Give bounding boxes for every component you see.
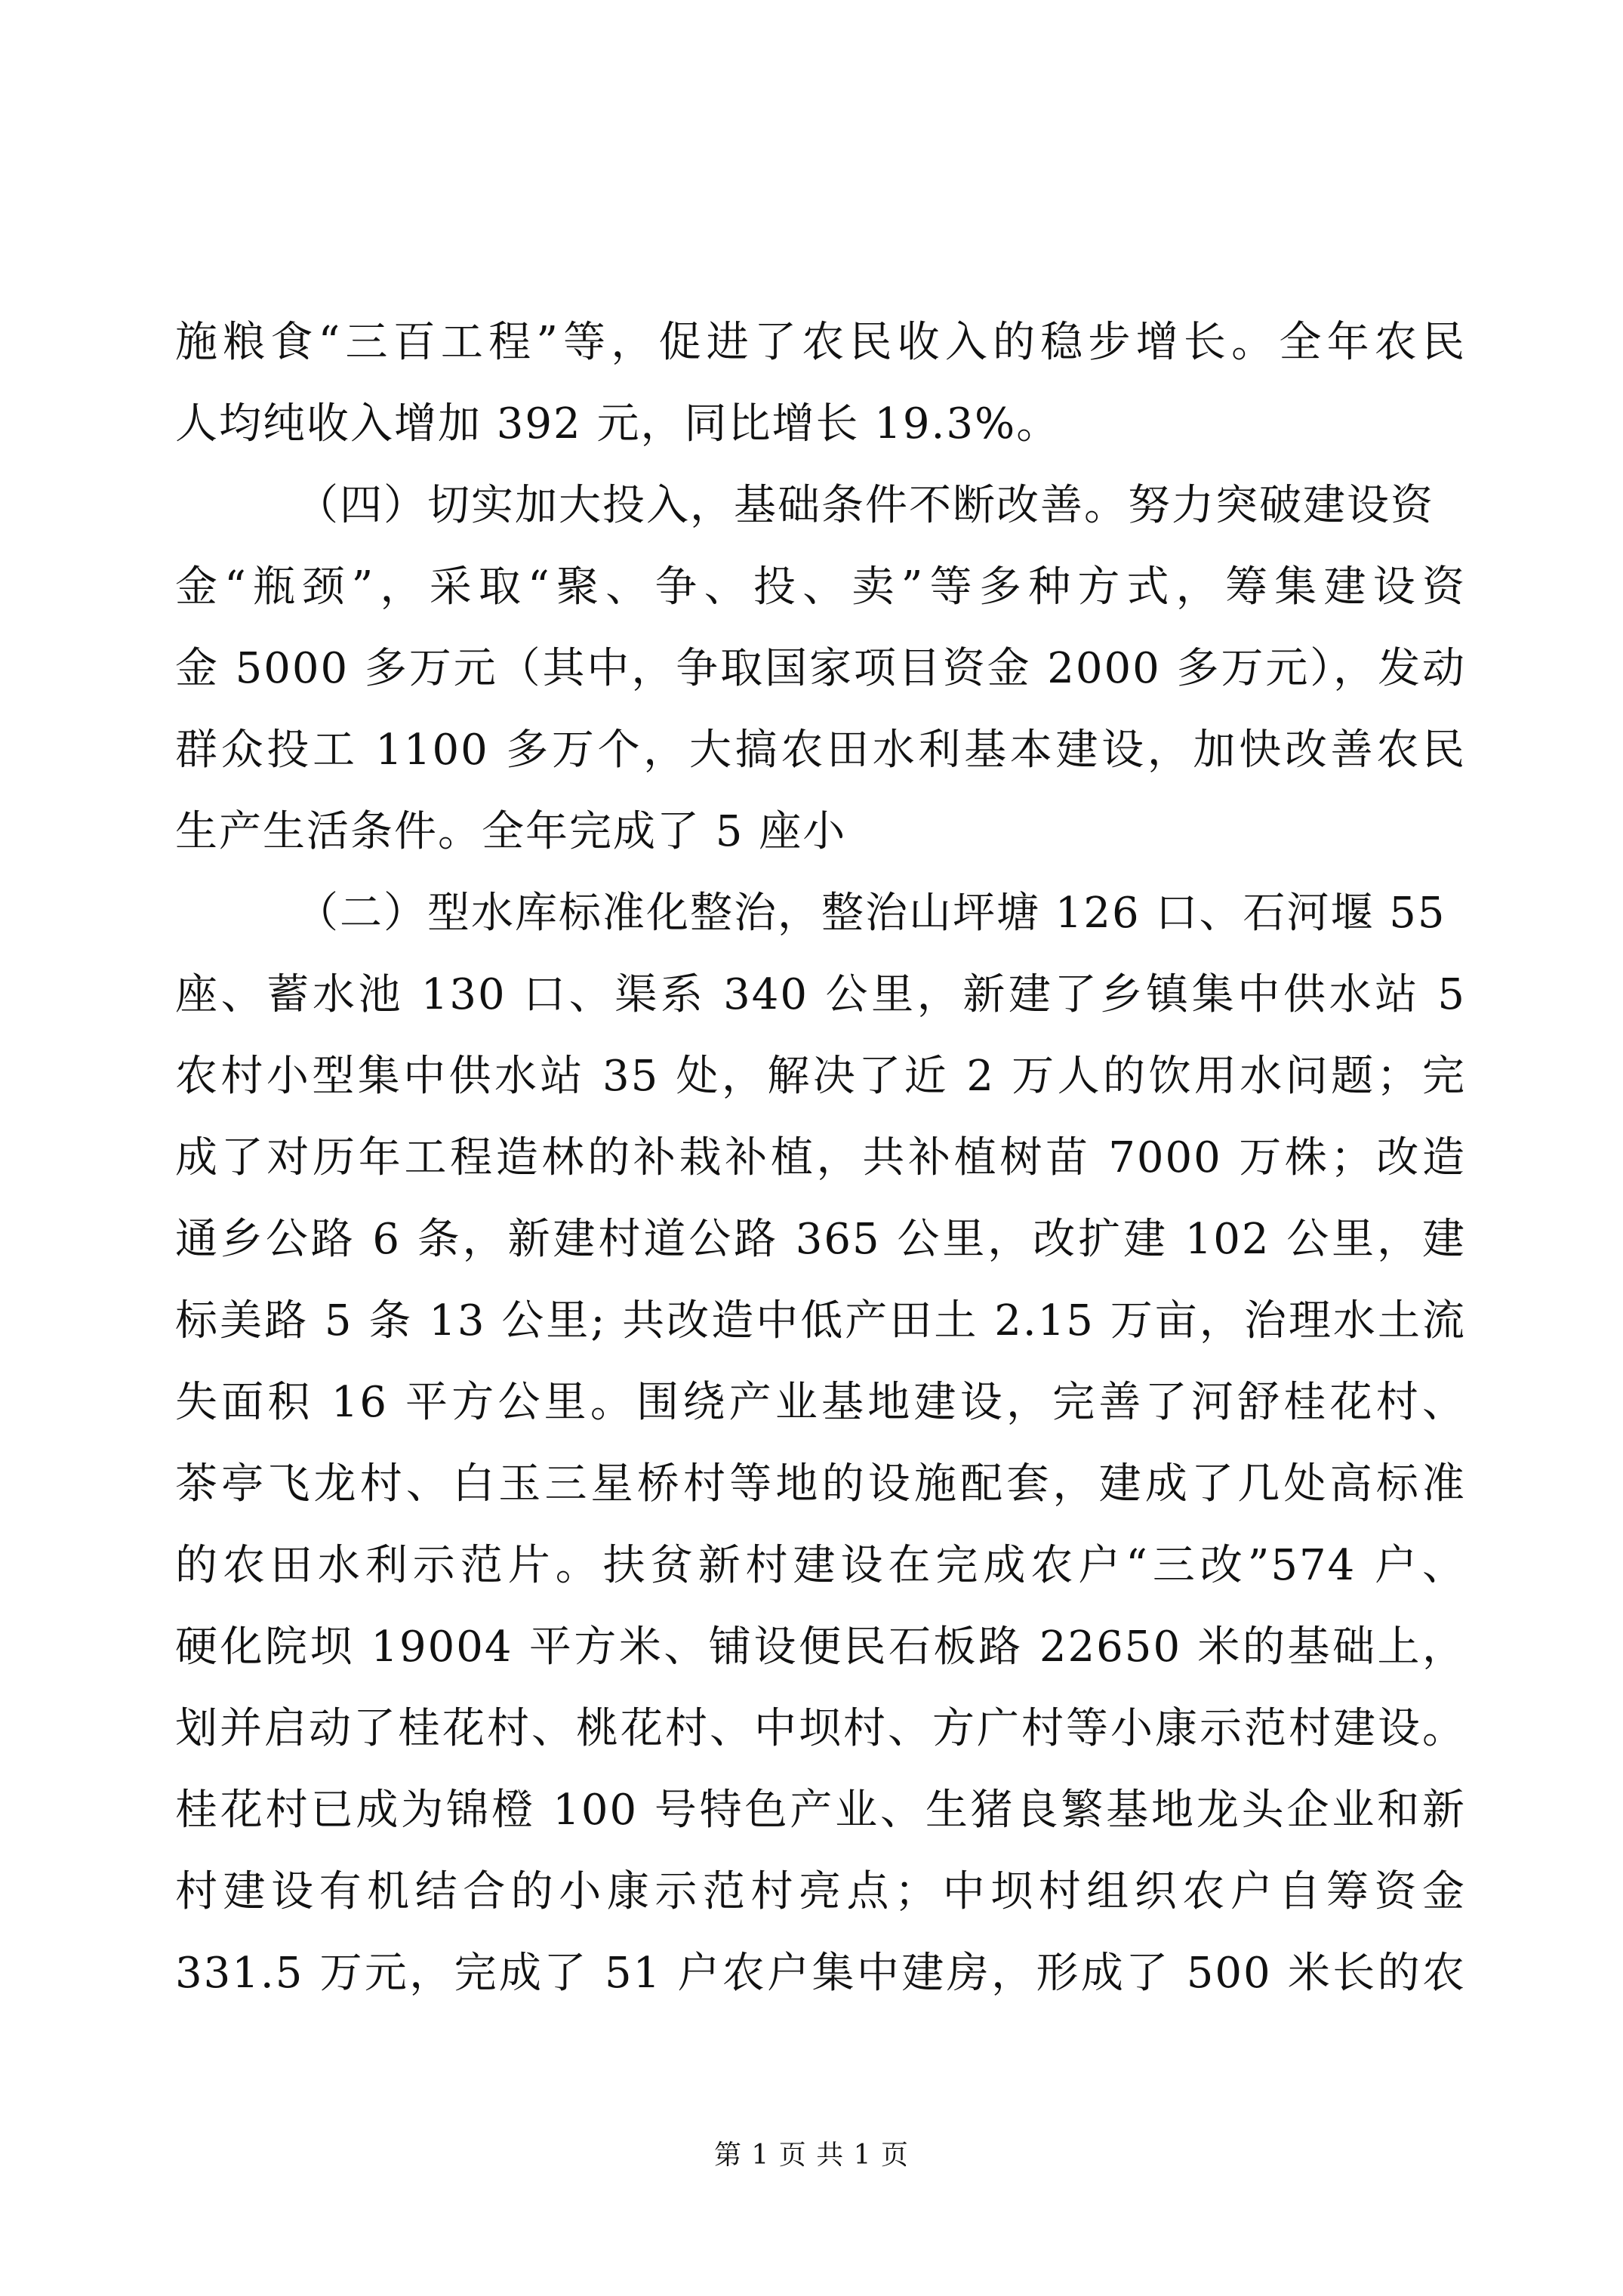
text-line: 人均纯收入增加 392 元，同比增长 19.3%。: [175, 399, 1061, 448]
text-line: 的农田水利示范片。扶贫新村建设在完成农户“三改”574 户、: [175, 1541, 1466, 1590]
text-line: 331.5 万元，完成了 51 户农户集中建房，形成了 500 米长的农: [175, 1949, 1466, 1998]
page-footer: [0, 2137, 1623, 2174]
text-line: 生产生活条件。全年完成了 5 座小: [175, 807, 847, 856]
text-line: 金 5000 多万元（其中，争取国家项目资金 2000 多万元），发动: [175, 644, 1466, 693]
text-line: 村建设有机结合的小康示范村亮点；中坝村组织农户自筹资金: [175, 1867, 1466, 1916]
text-line: 茶亭飞龙村、白玉三星桥村等地的设施配套，建成了几处高标准: [175, 1459, 1466, 1509]
text-line: 施粮食“三百工程”等，促进了农民收入的稳步增长。全年农民: [175, 318, 1466, 367]
text-line: 农村小型集中供水站 35 处，解决了近 2 万人的饮用水问题；完: [175, 1052, 1466, 1101]
text-line: 成了对历年工程造林的补栽补植，共补植树苗 7000 万株；改造: [175, 1133, 1466, 1182]
page-number-label: 第 1 页 共 1 页: [713, 2140, 910, 2171]
text-line: 通乡公路 6 条，新建村道公路 365 公里，改扩建 102 公里，建: [175, 1215, 1466, 1264]
text-line: 标美路 5 条 13 公里; 共改造中低产田土 2.15 万亩，治理水土流: [175, 1296, 1466, 1345]
text-line: 失面积 16 平方公里。围绕产业基地建设，完善了河舒桂花村、: [175, 1378, 1466, 1427]
text-line: 硬化院坝 19004 平方米、铺设便民石板路 22650 米的基础上，: [175, 1623, 1466, 1672]
section-heading-line: （二）型水库标准化整治，整治山坪塘 126 口、石河堰 55: [296, 889, 1446, 938]
text-line: 金“瓶颈”，采取“聚、争、投、卖”等多种方式，筹集建设资: [175, 562, 1466, 612]
text-line: 群众投工 1100 多万个，大搞农田水利基本建设，加快改善农民: [175, 726, 1466, 775]
text-line: 桂花村已成为锦橙 100 号特色产业、生猪良繁基地龙头企业和新: [175, 1786, 1466, 1835]
text-line: 划并启动了桂花村、桃花村、中坝村、方广村等小康示范村建设。: [175, 1704, 1466, 1753]
document-body: [175, 302, 1466, 2014]
text-line: 座、蓄水池 130 口、渠系 340 公里，新建了乡镇集中供水站 5: [175, 970, 1466, 1019]
section-heading-line: （四）切实加大投入，基础条件不断改善。努力突破建设资: [296, 481, 1434, 530]
